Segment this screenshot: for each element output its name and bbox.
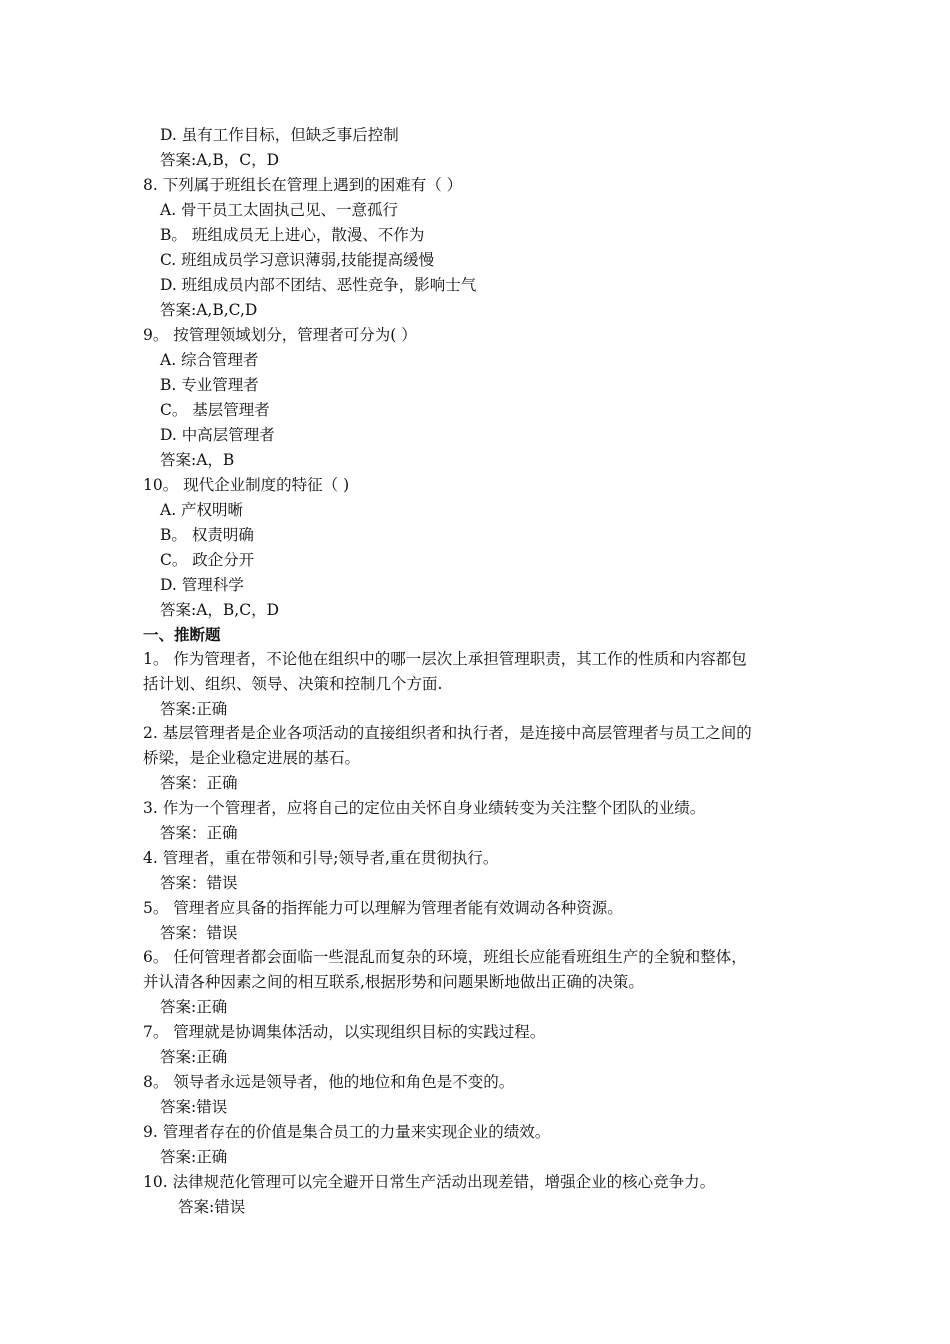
mc-q9-option-a: A. 综合管理者	[160, 351, 259, 369]
mc-q8-option-a: A. 骨干员工太固执己见、一意孤行	[160, 201, 399, 219]
tf-q1-line2: 括计划、组织、领导、决策和控制几个方面.	[143, 675, 443, 693]
tf-q7-line1: 7。 管理就是协调集体活动，以实现组织目标的实践过程。	[143, 1023, 546, 1041]
mc-q10-option-c: C。 政企分开	[160, 551, 255, 569]
mc-q9-answer: 答案:A，B	[160, 451, 235, 469]
mc-q10-stem: 10。 现代企业制度的特征（ )	[143, 476, 350, 494]
tf-q9-answer: 答案:正确	[160, 1148, 228, 1166]
mc-q8-option-b: B。 班组成员无上进心，散漫、不作为	[160, 226, 425, 244]
mc-q8-option-c: C. 班组成员学习意识薄弱,技能提高缓慢	[160, 251, 435, 269]
mc-q8-option-d: D. 班组成员内部不团结、恶性竞争，影响士气	[160, 276, 477, 294]
tf-q5-line1: 5。 管理者应具备的指挥能力可以理解为管理者能有效调动各种资源。	[143, 899, 623, 917]
mc-q7-answer: 答案:A,B，C，D	[160, 151, 280, 169]
tf-q9-line1: 9. 管理者存在的价值是集合员工的力量来实现企业的绩效。	[143, 1123, 551, 1141]
tf-q3-answer: 答案：正确	[160, 824, 238, 842]
section-title: 一、推断题	[143, 625, 221, 644]
tf-q6-answer: 答案:正确	[160, 998, 228, 1016]
tf-q2-answer: 答案：正确	[160, 774, 238, 792]
mc-q10-option-b: B。 权责明确	[160, 526, 254, 544]
mc-q9-stem: 9。 按管理领域划分，管理者可分为( ）	[143, 326, 417, 344]
tf-q6-line2: 并认清各种因素之间的相互联系,根据形势和问题果断地做出正确的决策。	[143, 973, 644, 991]
tf-q8-line1: 8。 领导者永远是领导者，他的地位和角色是不变的。	[143, 1073, 515, 1091]
mc-q10-answer: 答案:A，B,C，D	[160, 601, 280, 619]
tf-q1-answer: 答案:正确	[160, 700, 228, 718]
tf-q5-answer: 答案：错误	[160, 924, 238, 942]
tf-q4-line1: 4. 管理者，重在带领和引导;领导者,重在贯彻执行。	[143, 849, 499, 867]
mc-q10-option-d: D. 管理科学	[160, 576, 244, 594]
mc-q9-option-d: D. 中高层管理者	[160, 426, 275, 444]
mc-q8-answer: 答案:A,B,C,D	[160, 301, 258, 319]
tf-q2-line2: 桥梁，是企业稳定进展的基石。	[143, 749, 361, 767]
tf-q6-line1: 6。 任何管理者都会面临一些混乱而复杂的环境，班组长应能看班组生产的全貌和整体，	[143, 948, 747, 966]
tf-q1-line1: 1。 作为管理者，不论他在组织中的哪一层次上承担管理职责，其工作的性质和内容都包	[143, 650, 747, 668]
tf-q4-answer: 答案：错误	[160, 874, 238, 892]
mc-q9-option-b: B. 专业管理者	[160, 376, 259, 394]
tf-q3-line1: 3. 作为一个管理者，应将自己的定位由关怀自身业绩转变为关注整个团队的业绩。	[143, 799, 706, 817]
tf-q8-answer: 答案:错误	[160, 1098, 228, 1116]
mc-q7-option-d: D. 虽有工作目标，但缺乏事后控制	[160, 126, 399, 144]
mc-q8-stem: 8. 下列属于班组长在管理上遇到的困难有（ ）	[143, 176, 463, 194]
tf-q7-answer: 答案:正确	[160, 1048, 228, 1066]
tf-q10-line1: 10. 法律规范化管理可以完全避开日常生产活动出现差错，增强企业的核心竞争力。	[143, 1173, 716, 1191]
mc-q10-option-a: A. 产权明晰	[160, 501, 244, 519]
mc-q9-option-c: C。 基层管理者	[160, 401, 270, 419]
tf-q2-line1: 2. 基层管理者是企业各项活动的直接组织者和执行者，是连接中高层管理者与员工之间的	[143, 724, 752, 742]
tf-q10-answer: 答案:错误	[178, 1198, 246, 1216]
